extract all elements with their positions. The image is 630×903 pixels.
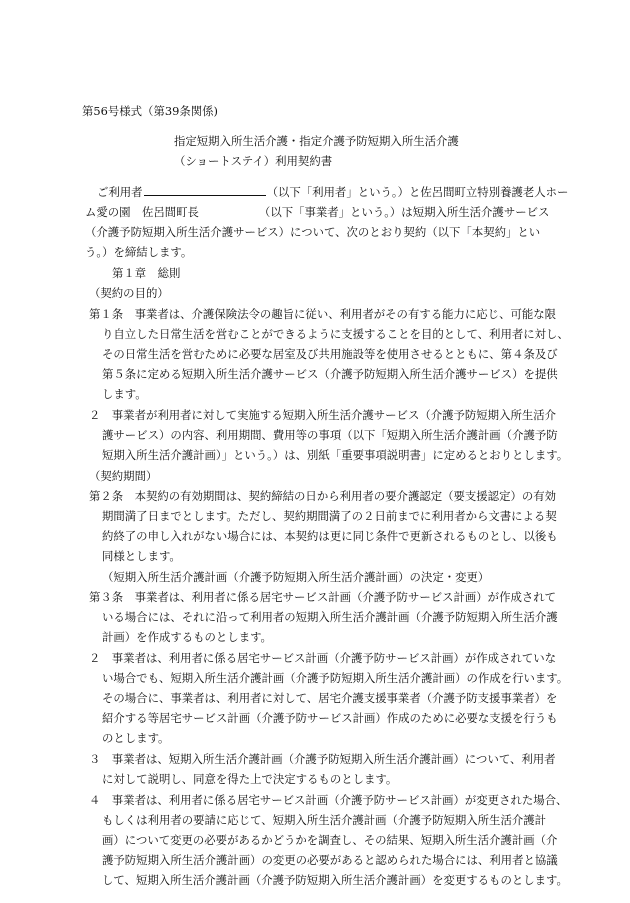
user-name-blank	[144, 183, 266, 196]
article-3-para-4-line: して、短期入所生活介護計画（介護予防短期入所生活介護計画）を変更するものとします。	[102, 873, 568, 887]
article-2-line: 同様とします。	[102, 549, 181, 563]
intro-line-2-text: （以下「事業者」という。）は短期入所生活介護サービス	[258, 205, 550, 219]
intro-line-2	[85, 202, 549, 222]
intro-provider-label: ム愛の園 佐呂間町長	[85, 205, 199, 219]
article-1-para-2-line: 短期入所生活介護計画）」という。）は、別紙「重要事項説明書」に定めるとおりとします。	[102, 448, 569, 462]
intro-user-label: ご利用者	[97, 185, 143, 199]
article-3-para-2-line: その場合に、事業者は、利用者に対して、居宅介護支援事業者（介護予防支援事業者）を	[102, 691, 558, 705]
article-1-line: り自立した日常生活を営むことができるように支援することを目的として、利用者に対し、	[102, 327, 569, 341]
caption-period: （契約期間）	[89, 469, 158, 483]
contract-title-line-1: 指定短期入所生活介護・指定介護予防短期入所生活介護	[174, 134, 459, 148]
intro-line-1	[97, 182, 568, 202]
intro-line-1-text: （以下「利用者」という。）と佐呂間町立特別養護老人ホー	[266, 185, 569, 199]
article-3-para-2-line: 紹介する等居宅サービス計画（介護予防サービス計画）作成のために必要な支援を行うも	[102, 711, 558, 725]
article-3-line: 計画）を作成するものとします。	[102, 630, 272, 644]
article-1-para-2-line: ２ 事業者が利用者に対して実施する短期入所生活介護サービス（介護予防短期入所生活介	[89, 408, 557, 422]
article-3-para-3-line: ３ 事業者は、短期入所生活介護計画（介護予防短期入所生活介護計画）について、利用者	[89, 752, 556, 766]
article-3-line: いる場合には、それに沿って利用者の短期入所生活介護計画（介護予防短期入所生活介護	[102, 610, 558, 624]
article-3-para-4-line: もしくは利用者の要請に応じて、短期入所生活介護計画（介護予防短期入所生活介護計	[102, 813, 547, 827]
article-2-line: 第２条 本契約の有効期間は、契約締結の日から利用者の要介護認定（要支援認定）の有効	[89, 489, 557, 503]
intro-line-4: う。）を締結します。	[85, 245, 193, 259]
article-3-para-4-line: ４ 事業者は、利用者に係る居宅サービス計画（介護予防サービス計画）が変更された場合、	[89, 793, 568, 807]
article-3-para-2-line: い場合でも、短期入所生活介護計画（介護予防短期入所生活介護計画）の作成を行います。	[102, 671, 569, 685]
caption-plan: （短期入所生活介護計画（介護予防短期入所生活介護計画）の決定・変更）	[102, 570, 490, 584]
article-2-line: 期間満了日までとします。ただし、契約期間満了の２日前までに利用者から文書による契	[102, 509, 557, 523]
caption-purpose: （契約の目的）	[89, 286, 169, 300]
chapter-heading: 第１章 総則	[112, 266, 181, 280]
article-3-para-4-line: 護予防短期入所生活介護計画）の変更の必要があると認められた場合には、利用者と協議	[102, 853, 558, 867]
article-1-line: 第１条 事業者は、介護保険法令の趣旨に従い、利用者がその有する能力に応じ、可能な限	[89, 307, 557, 321]
article-1-line: その日常生活を営むために必要な居室及び共用施設等を使用させるとともに、第４条及び	[102, 347, 558, 361]
intro-line-3: （介護予防短期入所生活介護サービス）について、次のとおり契約（以下「本契約」とい	[85, 225, 541, 239]
form-number: 第56号様式（第39条関係)	[82, 104, 218, 118]
article-1-line: します。	[102, 387, 147, 401]
article-1-line: 第５条に定める短期入所生活介護サービス（介護予防短期入所生活介護サービス）を提供	[102, 367, 558, 381]
article-3-para-4-line: 画）について変更の必要があるかどうかを調査し、その結果、短期入所生活介護計画（介	[102, 833, 558, 847]
article-3-para-2-line: ２ 事業者は、利用者に係る居宅サービス計画（介護予防サービス計画）が作成されていな	[89, 651, 557, 665]
article-2-line: 約終了の申し入れがない場合には、本契約は更に同じ条件で更新されるものとし、以後も	[102, 529, 558, 543]
article-3-line: 第３条 事業者は、利用者に係る居宅サービス計画（介護予防サービス計画）が作成されて	[89, 590, 557, 604]
article-3-para-3-line: に対して説明し、同意を得た上で決定するものとします。	[102, 772, 398, 786]
contract-title-line-2: （ショートステイ）利用契約書	[174, 154, 333, 168]
article-3-para-2-line: のとします。	[102, 731, 170, 745]
article-1-para-2-line: 護サービス）の内容、利用期間、費用等の事項（以下「短期入所生活介護計画（介護予防	[102, 428, 558, 442]
